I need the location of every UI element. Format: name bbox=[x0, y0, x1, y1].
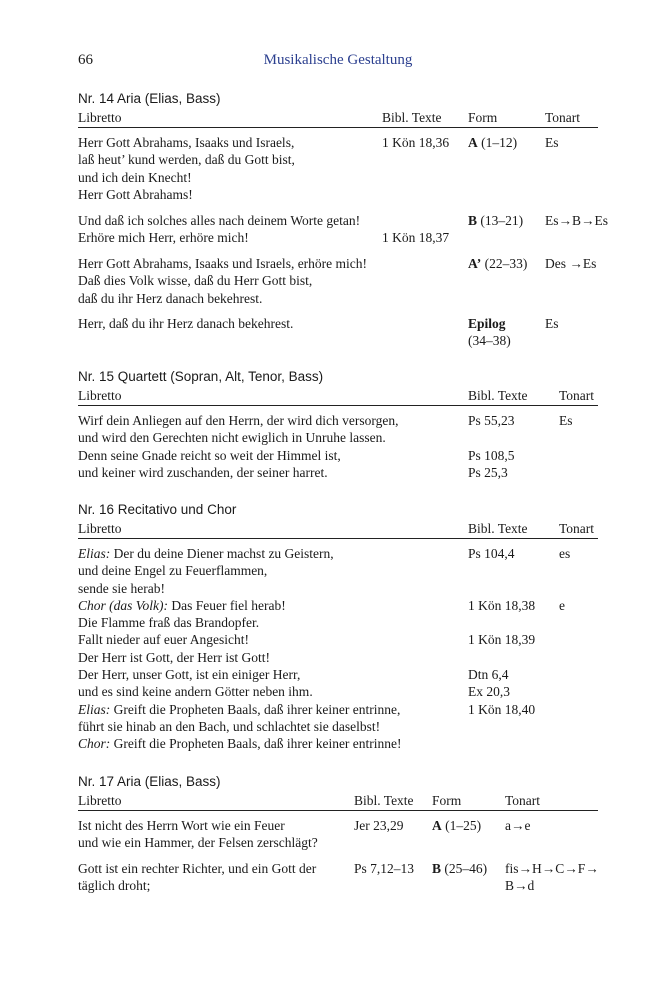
libretto-line: Fallt nieder auf euer Angesicht! bbox=[78, 632, 249, 648]
libretto-line: und keiner wird zuschanden, der seiner harret. bbox=[78, 464, 328, 480]
section-title: Nr. 14 Aria (Elias, Bass) bbox=[78, 91, 221, 106]
bibl-ref: Ex 20,3 bbox=[468, 684, 510, 700]
col-tonart: Tonart bbox=[545, 110, 581, 125]
libretto-line: und deine Engel zu Feuerflammen, bbox=[78, 563, 268, 579]
libretto-cell bbox=[78, 860, 316, 895]
table-row bbox=[78, 212, 609, 247]
col-form: Form bbox=[468, 110, 498, 125]
libretto-line: Herr Gott Abrahams, Isaaks und Israels, bbox=[78, 135, 295, 150]
form-section: B bbox=[432, 861, 442, 876]
col-form: Form bbox=[432, 793, 462, 808]
bibl-ref: 1 Kön 18,40 bbox=[468, 701, 536, 717]
libretto-line: Der Herr ist Gott, der Herr ist Gott! bbox=[78, 649, 270, 665]
table-row bbox=[78, 315, 598, 350]
tonart-cell bbox=[559, 545, 570, 614]
bibl-cell: Jer 23,29 bbox=[354, 818, 404, 833]
bibl-ref: Ps 25,3 bbox=[468, 464, 508, 480]
libretto-text: Das Feuer fiel herab! bbox=[168, 597, 286, 613]
libretto-line bbox=[78, 701, 402, 718]
libretto-line: Herr Gott Abrahams, Isaaks und Israels, erhöre mich! bbox=[78, 256, 368, 271]
speaker: Chor: bbox=[78, 736, 111, 752]
running-title: Musikalische Gestaltung bbox=[263, 52, 413, 68]
libretto-line: und wird den Gerechten nicht ewiglich in Unruhe lassen. bbox=[78, 430, 386, 446]
form-bars: (1–12) bbox=[477, 135, 518, 150]
section-title: Nr. 15 Quartett (Sopran, Alt, Tenor, Bass) bbox=[78, 369, 324, 384]
table-header bbox=[78, 791, 598, 811]
section-nr14 bbox=[78, 90, 609, 350]
col-libretto: Libretto bbox=[78, 110, 122, 125]
tonart-value: B→d bbox=[505, 878, 535, 894]
bibl-cell: 1 Kön 18,37 bbox=[382, 230, 450, 245]
section-nr16 bbox=[78, 501, 598, 755]
libretto-line: Wirf dein Anliegen auf den Herrn, der wird dich versorgen, bbox=[78, 413, 399, 428]
col-tonart: Tonart bbox=[505, 793, 541, 808]
libretto-line: Denn seine Gnade reicht so weit der Himmel ist, bbox=[78, 447, 341, 463]
libretto-line: Und daß ich solches alles nach deinem Worte getan! bbox=[78, 213, 361, 228]
tonart-cell: Des →Es bbox=[545, 256, 597, 271]
table-row bbox=[78, 412, 598, 482]
bibl-ref: 1 Kön 18,38 bbox=[468, 597, 536, 613]
speaker: Chor (das Volk): bbox=[78, 597, 168, 613]
libretto-line: Ist nicht des Herrn Wort wie ein Feuer bbox=[78, 818, 285, 833]
form-cell bbox=[468, 315, 511, 350]
form-cell bbox=[468, 255, 527, 272]
tonart-cell: Es→B→Es bbox=[545, 213, 609, 228]
libretto-line: Erhöre mich Herr, erhöre mich! bbox=[78, 230, 249, 246]
tonart-cell: a→e bbox=[505, 818, 531, 833]
table-row bbox=[78, 545, 598, 755]
form-section: A’ bbox=[468, 256, 482, 271]
form-cell bbox=[432, 817, 481, 834]
table-header bbox=[78, 108, 598, 128]
form-cell bbox=[468, 134, 517, 151]
table-header bbox=[78, 519, 598, 539]
speaker: Elias: bbox=[78, 701, 111, 717]
libretto-line bbox=[78, 735, 402, 752]
bibl-ref: Ps 104,4 bbox=[468, 546, 515, 561]
libretto-line: daß du ihr Herz danach bekehrest. bbox=[78, 290, 263, 306]
libretto-line: und ich dein Knecht! bbox=[78, 169, 192, 185]
bibl-ref: Dtn 6,4 bbox=[468, 667, 509, 683]
table-row bbox=[78, 817, 598, 852]
form-bars: (13–21) bbox=[477, 213, 524, 228]
form-bars: (34–38) bbox=[468, 333, 511, 349]
tonart-cell bbox=[505, 860, 599, 895]
libretto-text: Greift die Propheten Baals, daß ihrer keiner entrinne! bbox=[110, 736, 402, 752]
libretto-line: Der Herr, unser Gott, ist ein einiger Herr, bbox=[78, 667, 301, 683]
form-bars: (22–33) bbox=[481, 256, 528, 271]
libretto-line: sende sie herab! bbox=[78, 580, 165, 596]
libretto-cell bbox=[78, 212, 360, 247]
libretto-line: und es sind keine andern Götter neben ihm. bbox=[78, 684, 313, 700]
col-bibl: Bibl. Texte bbox=[382, 110, 442, 125]
bibl-cell bbox=[468, 412, 515, 481]
bibl-ref: Ps 55,23 bbox=[468, 413, 515, 428]
libretto-text: Greift die Propheten Baals, daß ihrer keiner entrinne, bbox=[110, 701, 401, 717]
col-bibl: Bibl. Texte bbox=[468, 388, 528, 403]
libretto-line bbox=[78, 545, 402, 562]
col-tonart: Tonart bbox=[559, 388, 595, 403]
form-section: A bbox=[432, 818, 442, 833]
libretto-cell bbox=[78, 134, 295, 203]
tonart-value: e bbox=[559, 597, 565, 613]
form-bars: (25–46) bbox=[441, 861, 488, 876]
tonart-cell: Es bbox=[559, 413, 573, 428]
tonart-value: es bbox=[559, 546, 571, 561]
table-row bbox=[78, 255, 598, 307]
table-row bbox=[78, 134, 598, 204]
libretto-line: Herr Gott Abrahams! bbox=[78, 186, 193, 202]
tonart-cell: Es bbox=[545, 135, 559, 150]
libretto-line: Gott ist ein rechter Richter, und ein Gott der bbox=[78, 861, 317, 876]
col-libretto: Libretto bbox=[78, 793, 122, 808]
libretto-cell bbox=[78, 412, 398, 481]
libretto-cell bbox=[78, 545, 402, 753]
col-bibl: Bibl. Texte bbox=[468, 521, 528, 536]
libretto-line: Daß dies Volk wisse, daß du Herr Gott bist, bbox=[78, 273, 313, 289]
tonart-cell: Es bbox=[545, 316, 559, 331]
section-nr17 bbox=[78, 773, 598, 895]
libretto-line: Herr, daß du ihr Herz danach bekehrest. bbox=[78, 316, 294, 331]
form-cell bbox=[468, 212, 523, 229]
bibl-cell: 1 Kön 18,36 bbox=[382, 135, 450, 150]
form-cell bbox=[432, 860, 487, 877]
speaker: Elias: bbox=[78, 546, 111, 561]
libretto-line: Die Flamme fraß das Brandopfer. bbox=[78, 615, 260, 631]
bibl-ref: 1 Kön 18,39 bbox=[468, 632, 536, 648]
table-row bbox=[78, 860, 598, 895]
libretto-line: laß heut’ kund werden, daß du Gott bist, bbox=[78, 152, 295, 168]
form-section: A bbox=[468, 135, 478, 150]
col-tonart: Tonart bbox=[559, 521, 595, 536]
col-libretto: Libretto bbox=[78, 388, 122, 403]
bibl-cell bbox=[468, 545, 535, 718]
table-header bbox=[78, 386, 598, 406]
col-bibl: Bibl. Texte bbox=[354, 793, 414, 808]
form-section: Epilog bbox=[468, 316, 506, 331]
libretto-line: täglich droht; bbox=[78, 878, 151, 894]
section-title: Nr. 16 Recitativo und Chor bbox=[78, 502, 237, 517]
libretto-line: führt sie hinab an den Bach, und schlachtet sie daselbst! bbox=[78, 718, 381, 734]
libretto-cell bbox=[78, 817, 318, 852]
bibl-ref: Ps 108,5 bbox=[468, 447, 515, 463]
form-bars: (1–25) bbox=[441, 818, 482, 833]
bibl-cell: Ps 7,12–13 bbox=[354, 861, 415, 876]
page-header bbox=[78, 52, 598, 72]
libretto-line: und wie ein Hammer, der Felsen zerschlägt? bbox=[78, 835, 318, 851]
section-title: Nr. 17 Aria (Elias, Bass) bbox=[78, 774, 221, 789]
col-libretto: Libretto bbox=[78, 521, 122, 536]
section-nr15 bbox=[78, 368, 598, 482]
form-section: B bbox=[468, 213, 478, 228]
libretto-cell bbox=[78, 255, 367, 307]
tonart-value: fis→H→C→F→ bbox=[505, 861, 599, 876]
libretto-text: Der du deine Diener machst zu Geistern, bbox=[110, 546, 334, 561]
libretto-line bbox=[78, 597, 402, 614]
page-number: 66 bbox=[78, 52, 93, 68]
